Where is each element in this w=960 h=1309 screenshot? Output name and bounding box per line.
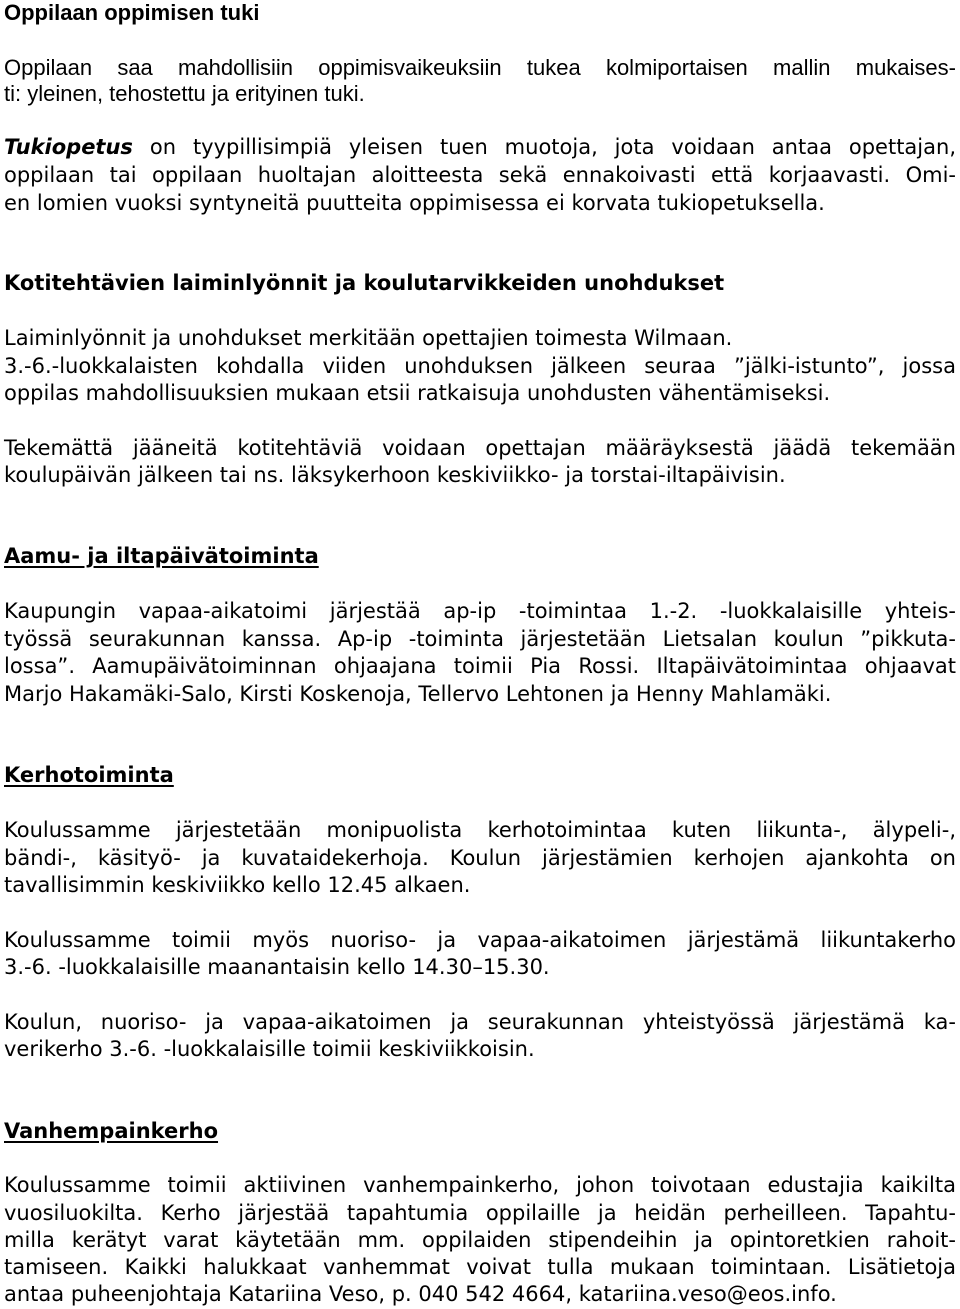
paragraph-line: vuosiluokilta. Kerho järjestää tapahtumia oppilaille ja heidän perheilleen. Tapahtu-: [4, 1201, 956, 1225]
paragraph-line: ti: yleinen, tehostettu ja erityinen tuki.: [4, 81, 365, 106]
paragraph-line: Oppilaan saa mahdollisiin oppimisvaikeuksiin tukea kolmiportaisen mallin mukaises-: [4, 55, 956, 80]
paragraph-line: lossa”. Aamupäivätoiminnan ohjaajana toimii Pia Rossi. Iltapäivätoimintaa ohjaavat: [4, 654, 956, 678]
paragraph-line: milla kerätyt varat käytetään mm. oppilaiden stipendeihin ja opintoretkien rahoit-: [4, 1228, 956, 1252]
paragraph-line: tamiseen. Kaikki halukkaat vanhemmat voivat tulla mukaan toimintaan. Lisätietoja: [4, 1255, 956, 1279]
paragraph-line: en lomien vuoksi syntyneitä puutteita oppimisessa ei korvata tukiopetuksella.: [4, 191, 825, 215]
heading-aamu-iltapaivatoiminta: Aamu- ja iltapäivätoiminta: [4, 544, 319, 568]
paragraph-line: [4, 134, 956, 161]
heading-vanhempainkerho: Vanhempainkerho: [4, 1119, 219, 1143]
paragraph-line: Kaupungin vapaa-aikatoimi järjestää ap-ip -toimintaa 1.-2. -luokkalaisille yhteis-: [4, 599, 956, 623]
paragraph-line: tavallisimmin keskiviikko kello 12.45 alkaen.: [4, 873, 471, 897]
heading-oppimisen-tuki: Oppilaan oppimisen tuki: [4, 0, 260, 25]
paragraph-line: 3.-6.-luokkalaisten kohdalla viiden unohduksen jälkeen seuraa ”jälki-istunto”, jossa: [4, 354, 956, 378]
paragraph-line: Koulussamme toimii aktiivinen vanhempainkerho, johon toivotaan edustajia kaikilta: [4, 1173, 956, 1197]
paragraph-line: koulupäivän jälkeen tai ns. läksykerhoon keskiviikko- ja torstai-iltapäivisin.: [4, 463, 786, 487]
paragraph-text: on tyypillisimpiä yleisen tuen muotoja, jota voidaan antaa opettajan,: [132, 135, 956, 159]
paragraph-line: Tekemättä jääneitä kotitehtäviä voidaan opettajan määräyksestä jäädä tekemään: [4, 436, 956, 460]
paragraph-line: verikerho 3.-6. -luokkalaisille toimii keskiviikkoisin.: [4, 1037, 535, 1061]
heading-kotitehtavat: Kotitehtävien laiminlyönnit ja koulutarvikkeiden unohdukset: [4, 271, 725, 295]
paragraph-line: oppilas mahdollisuuksien mukaan etsii ratkaisuja unohdusten vähentämiseksi.: [4, 381, 831, 405]
emphasis-tukiopetus: Tukiopetus: [4, 135, 133, 159]
paragraph-line: oppilaan tai oppilaan huoltajan aloitteesta sekä ennakoivasti että korjaavasti. Omi-: [4, 163, 956, 187]
paragraph-line: bändi-, käsityö- ja kuvataidekerhoja. Koulun järjestämien kerhojen ajankohta on: [4, 846, 956, 870]
paragraph-line: Laiminlyönnit ja unohdukset merkitään opettajien toimesta Wilmaan.: [4, 326, 733, 350]
paragraph-line: 3.-6. -luokkalaisille maanantaisin kello 14.30–15.30.: [4, 955, 550, 979]
paragraph-line: Koulun, nuoriso- ja vapaa-aikatoimen ja seurakunnan yhteistyössä järjestämä ka-: [4, 1010, 956, 1034]
paragraph-line: antaa puheenjohtaja Katariina Veso, p. 040 542 4664, katariina.veso@eos.info.: [4, 1282, 837, 1306]
heading-kerhotoiminta: Kerhotoiminta: [4, 763, 174, 787]
paragraph-line: Koulussamme järjestetään monipuolista kerhotoimintaa kuten liikunta-, älypeli-,: [4, 818, 956, 842]
paragraph-line: Koulussamme toimii myös nuoriso- ja vapaa-aikatoimen järjestämä liikuntakerho: [4, 928, 956, 952]
paragraph-line: Marjo Hakamäki-Salo, Kirsti Koskenoja, Tellervo Lehtonen ja Henny Mahlamäki.: [4, 682, 832, 706]
paragraph-line: työssä seurakunnan kanssa. Ap-ip -toiminta järjestetään Lietsalan koulun ”pikkuta-: [4, 627, 956, 651]
